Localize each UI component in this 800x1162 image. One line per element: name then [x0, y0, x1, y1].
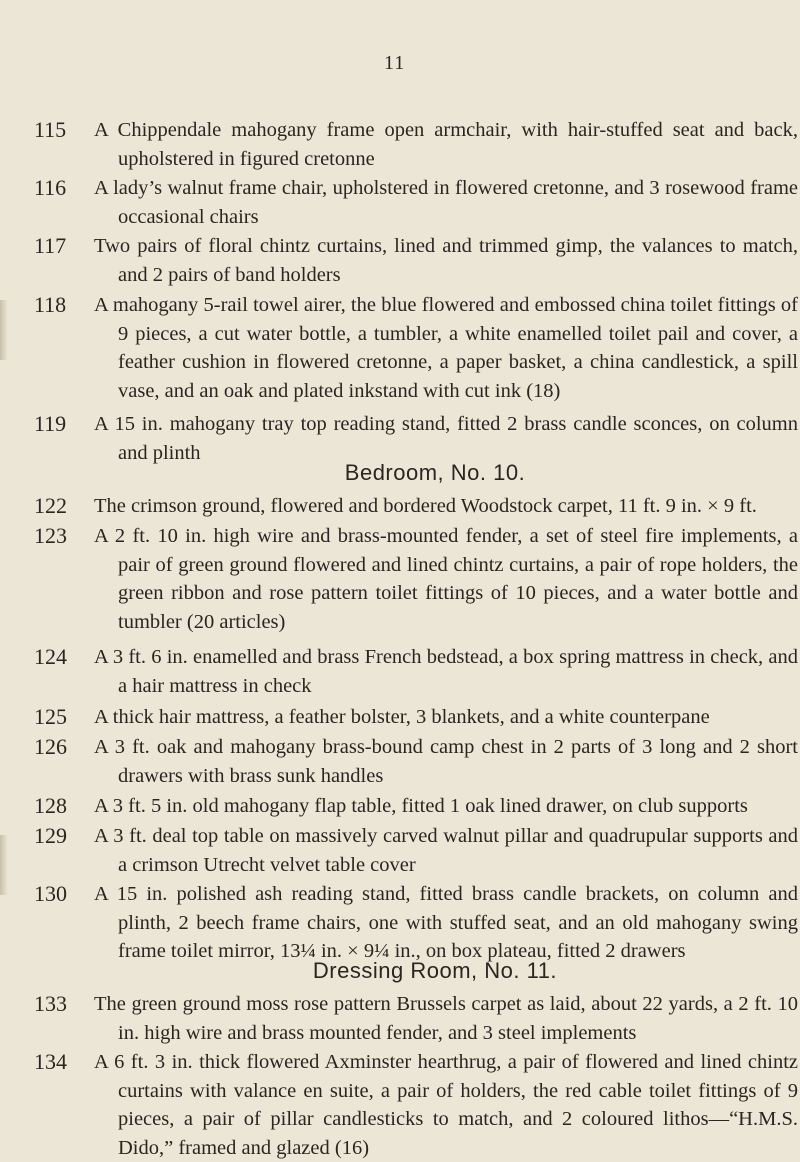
- lot-description: A 15 in. mahogany tray top reading stand, fitted 2 brass candle sconces, on column and plinth: [94, 413, 798, 464]
- lot-description: Two pairs of floral chintz curtains, lined and trimmed gimp, the valances to match, and 2 pairs of band holders: [94, 235, 798, 286]
- lot-number: 134: [34, 1049, 67, 1074]
- lot-description: The green ground moss rose pattern Brussels carpet as laid, about 22 yards, a 2 ft. 10 in. high wire and brass mounted fender, and 3 steel implements: [94, 993, 798, 1044]
- lot-number: 125: [34, 704, 67, 729]
- lot-description: A 3 ft. 6 in. enamelled and brass French bedstead, a box spring mattress in check, and a hair mattress in check: [94, 646, 798, 697]
- lot-number: 130: [34, 881, 67, 906]
- lot-number: 126: [34, 734, 67, 759]
- lot-number: 115: [34, 117, 67, 142]
- section-heading-dressing-room: Dressing Room, No. 11.: [312, 958, 558, 983]
- lot-description: A thick hair mattress, a feather bolster, 3 blankets, and a white counterpane: [94, 706, 710, 728]
- lot-description: A Chippendale mahogany frame open armchair, with hair-stuffed seat and back, upholstered in figured cretonne: [94, 119, 798, 170]
- lot-number: 118: [34, 292, 67, 317]
- lot-description: A 15 in. polished ash reading stand, fitted brass candle brackets, on column and plinth, 2 beech frame chairs, one with stuffed seat, and an old mahogany swing frame toilet mirror, 13¼ in. × 9¼ in., on box plateau, fitted 2 drawers: [94, 883, 798, 963]
- lot-number: 129: [34, 823, 67, 848]
- lot-description: A mahogany 5-rail towel airer, the blue flowered and embossed china toilet fittings of 9 pieces, a cut water bottle, a tumbler, a white enamelled toilet pail and cover, a feather cushion in flowered cretonne, a paper basket, a china candlestick, a spill vase, and an oak and plated inkstand with cut ink (18): [94, 294, 798, 402]
- lot-description: The crimson ground, flowered and bordered Woodstock carpet, 11 ft. 9 in. × 9 ft.: [94, 495, 757, 517]
- lot-description: A 6 ft. 3 in. thick flowered Axminster hearthrug, a pair of flowered and lined chintz curtains with valance en suite, a pair of holders, the red cable toilet fittings of 9 pieces, a pair of pillar candlesticks to match, and 2 coloured lithos—“H.M.S. Dido,” framed and glazed (16): [94, 1051, 798, 1159]
- lot-description: A 3 ft. oak and mahogany brass-bound camp chest in 2 parts of 3 long and 2 short drawers with brass sunk handles: [94, 736, 798, 787]
- lot-description: A 2 ft. 10 in. high wire and brass-mounted fender, a set of steel fire implements, a pair of green ground flowered and lined chintz curtains, a pair of rope holders, the green ribbon and rose pattern toilet fittings of 10 pieces, and a water bottle and tumbler (20 articles): [94, 525, 798, 633]
- lot-number: 122: [34, 493, 67, 518]
- lot-number: 124: [34, 644, 67, 669]
- lot-number: 123: [34, 523, 67, 548]
- lot-number: 128: [34, 793, 67, 818]
- page-number: 11: [384, 52, 406, 74]
- page-edge-mark: [0, 300, 8, 360]
- lot-number: 119: [34, 411, 67, 436]
- lot-number: 117: [34, 233, 67, 258]
- page-edge-mark: [0, 835, 8, 895]
- lot-number: 116: [34, 175, 67, 200]
- section-heading-bedroom: Bedroom, No. 10.: [344, 460, 526, 485]
- lot-description: A 3 ft. 5 in. old mahogany flap table, fitted 1 oak lined drawer, on club supports: [94, 795, 748, 817]
- lot-description: A lady’s walnut frame chair, upholstered in flowered cretonne, and 3 rosewood frame occasional chairs: [94, 177, 798, 228]
- lot-description: A 3 ft. deal top table on massively carved walnut pillar and quadrupular supports and a crimson Utrecht velvet table cover: [94, 825, 798, 876]
- lot-number: 133: [34, 991, 67, 1016]
